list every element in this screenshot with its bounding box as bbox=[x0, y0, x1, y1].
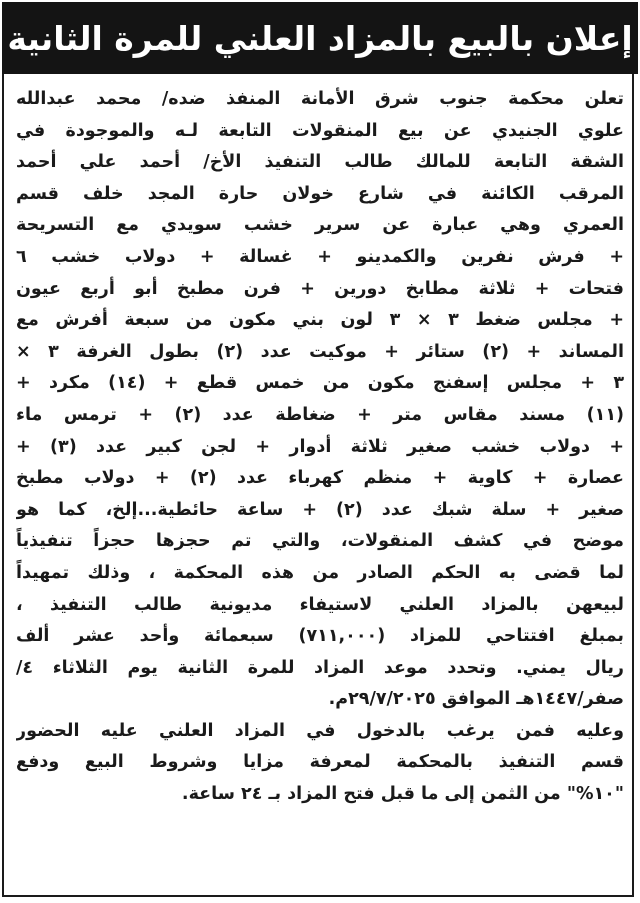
body-line: صغير + سلة شبك عدد (٢) + ساعة حائطية...إلخ، كما هو bbox=[16, 499, 624, 520]
body-line: ريال يمني. وتحدد موعد المزاد للمرة الثانية يوم الثلاثاء ٤/ bbox=[16, 657, 624, 678]
body-line: قسم التنفيذ بالمحكمة لمعرفة مزايا وشروط البيع ودفع bbox=[16, 752, 624, 773]
body-line: + دولاب خشب صغير ثلاثة أدوار + لجن كبير عدد (٣) + bbox=[16, 436, 624, 457]
body-line: موضح في كشف المنقولات، والتي تم حجزها حجزاً تنفيذياً bbox=[16, 531, 624, 552]
body-line: "١٠%" من الثمن إلى ما قبل فتح المزاد بـ ٢٤ ساعة. bbox=[181, 784, 624, 805]
body-line: فتحات + ثلاثة مطابخ دورين + فرن مطبخ أبو أربع عيون bbox=[16, 278, 624, 299]
body-line: وعليه فمن يرغب بالدخول في المزاد العلني عليه الحضور bbox=[16, 720, 624, 741]
body-line: الشقة التابعة للمالك طالب التنفيذ الأخ/ أحمد علي أحمد bbox=[16, 152, 624, 173]
body-line: العمري وهي عبارة عن سرير خشب سويدي مع التسريحة bbox=[16, 215, 624, 236]
title-bar bbox=[2, 2, 638, 74]
body-line: + مجلس ضغط ٣ × ٣ لون بني مكون من سبعة أفرش مع bbox=[16, 310, 624, 331]
body-line: ٣ + مجلس إسفنج مكون من خمس قطع + (١٤) مكرد + bbox=[16, 373, 624, 394]
ad-title: إعلان بالبيع بالمزاد العلني للمرة الثانية bbox=[7, 18, 633, 58]
body-line: (١١) مسند مقاس متر + ضغاطة عدد (٢) + ترمس ماء bbox=[16, 404, 624, 425]
body-line: المساند + (٢) ستائر + موكيت عدد (٢) بطول الغرفة ٣ × bbox=[16, 341, 624, 362]
ad-body bbox=[16, 84, 624, 811]
body-line: لبيعهن بالمزاد العلني لاستيفاء مديونية طالب التنفيذ ، bbox=[16, 594, 624, 615]
body-line: علوي الجنيدي عن بيع المنقولات التابعة لـه والموجودة في bbox=[16, 120, 624, 141]
body-line: تعلن محكمة جنوب شرق الأمانة المنفذ ضده/ محمد عبدالله bbox=[16, 89, 624, 109]
body-line: بمبلغ افتتاحي للمزاد (٧١١,٠٠٠) سبعمائة وأحد عشر ألف bbox=[16, 626, 624, 647]
body-line: المرقب الكائنة في شارع خولان حارة المجد خلف قسم bbox=[16, 183, 624, 204]
body-line: لما قضى به الحكم الصادر من هذه المحكمة ، وذلك تمهيداً bbox=[16, 562, 624, 583]
body-line: + فرش نفرين والكمدينو + غسالة + دولاب خشب ٦ bbox=[16, 246, 624, 267]
body-line: صفر/١٤٤٧هـ الموافق ٢٩/٧/٢٠٢٥م. bbox=[328, 689, 624, 710]
body-line: عصارة + كاوية + منظم كهرباء عدد (٢) + دولاب مطبخ bbox=[16, 468, 624, 489]
